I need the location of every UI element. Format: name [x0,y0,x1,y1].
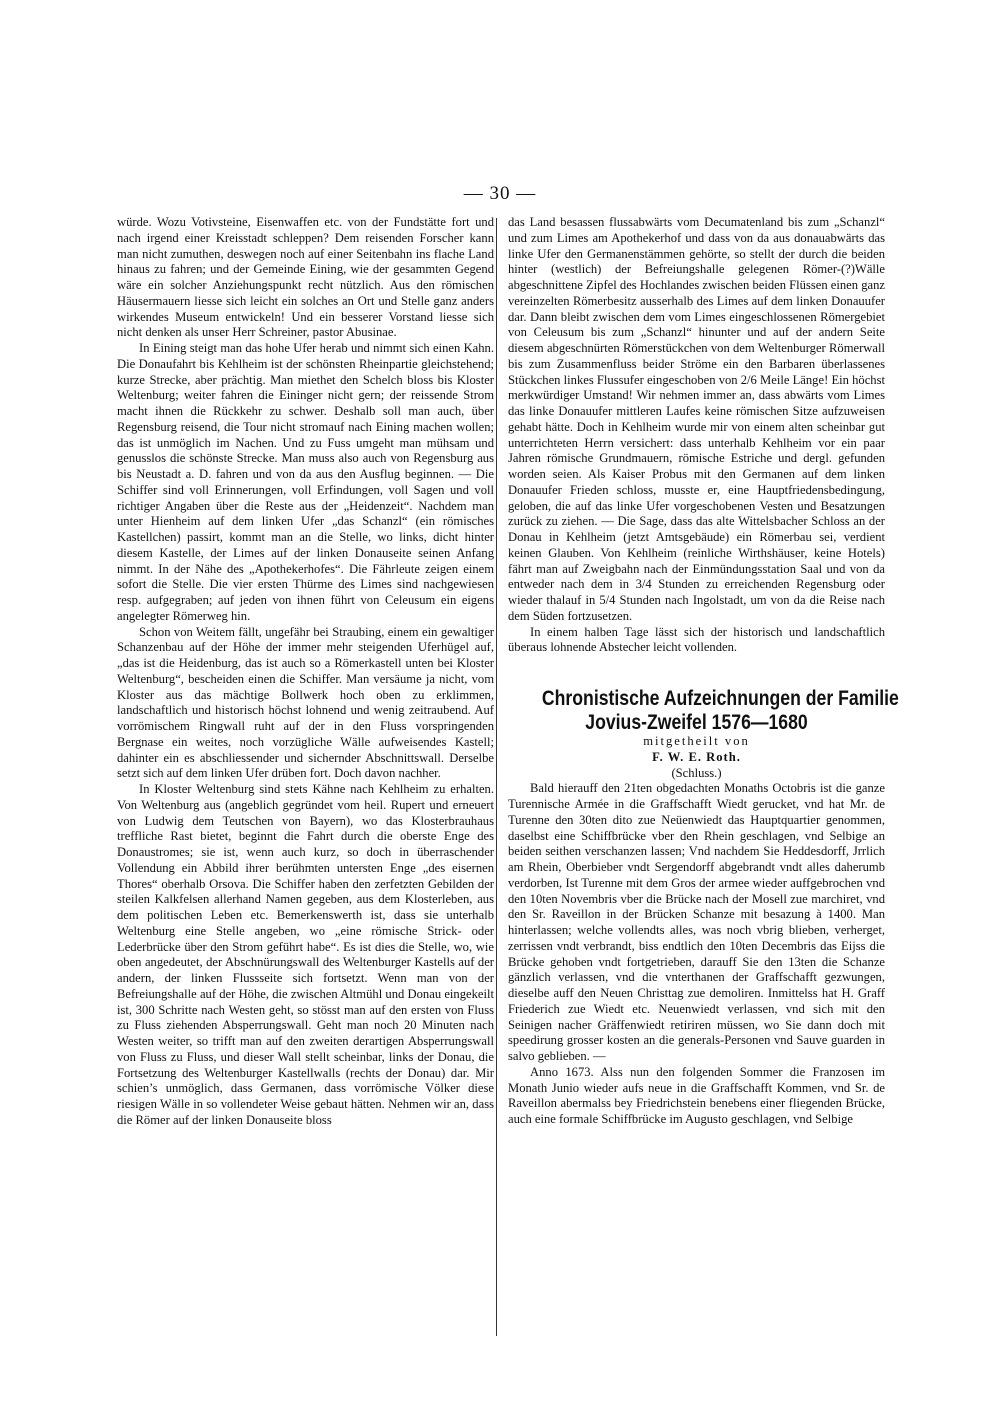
left-column [117,215,494,1129]
right-column [508,215,899,1128]
article-note: (Schluss.) [671,765,722,780]
paragraph: In einem halben Tage lässt sich der historisch und landschaftlich überaus lohnende Abstecher leicht vollenden. [508,624,885,655]
page-number: — 30 — [463,183,537,204]
paragraph: Schon von Weitem fällt, ungefähr bei Straubing, einem ein gewaltiger Schanzenbau auf der Höhe der immer mehr steigenden Uferhügel auf, „das ist die Heidenburg, das ist auch so a Römerkastell unten bei Kloster Weltenburg“, bescheiden einen die Schiffer. Man versäume ja nicht, vom Kloster aus das mächtige Bollwerk hoch oben zu erklimmen, landschaftlich und historisch höchst lohnend und wenig zeitraubend. Auf vorrömischem Ringwall ruht auf der in den Fluss vorspringenden Bergnase ein weites, noch vorzügliche Wälle aufweisendes Kastell; dahinter ein es abschliessender und sichernder Abschnittswall. Derselbe setzt sich auf dem linken Ufer drüben fort. Doch davon nachher. [117,624,494,781]
article-title-line: Jovius-Zweifel 1576—1680 [585,710,808,734]
article-author: F. W. E. Roth. [652,749,741,764]
column-divider [496,218,497,1336]
paragraph: Bald hierauff den 21ten obgedachten Monaths Octobris ist die ganze Turennische Armée in die Graffschafft Wiedt gerucket, vnd hat Mr. de Turenne den 30ten dito zue Neüenwiedt das Hauptquartier genommen, daselbst eine Schiffbrücke vber den Rhein geschlagen, vnd Selbige an beiden seithen verschanzen lassen; Vnd nachdem Sie Heddesdorff, Jrrlich am Rhein, Oberbieber vndt Sergendorff abgebrandt vndt alles daherumb verdorben, Ist Turenne mit dem Gros der armee wieder auffgebrochen vnd den 10ten Novembris vber die Brücke nach der Mosell zue marchiret, vnd den Sr. Raveillon in der Brücken Schanze mit besazung à 1400. Man hinterlassen; welche vollendts alles, was noch vbrig blieben, verherget, zerrissen vndt verbrandt, biss endtlich den 10ten Decembris das Eijss die Brücke gehoben vndt fortgetrieben, darauff Sie den 13ten die Schanze gänzlich verlassen, vnd die vnterthanen der Graffschafft gezwungen, dieselbe auff den Neuen Christtag zue demoliren. Inmittelss hat H. Graff Friederich zue Wiedt etc. Neuenwiedt verlassen, vnd sich mit den Seinigen nacher Gräffenwiedt retiriren müssen, wo Sie dann doch mit speedirung grosser kosten an die generals-Personen vnd Sauve guarden in salvo geblieben. — [508,781,885,1063]
article-title-line: Chronistische Aufzeichnungen der Familie [541,686,899,710]
paragraph: würde. Wozu Votivsteine, Eisenwaffen etc. von der Fundstätte fort und nach irgend einer Kreisstadt schleppen? Dem reisenden Forscher kann man nicht zumuthen, deswegen noch auf einer Seitenbahn ins flache Land hinaus zu fahren; und der Gemeinde Eining, wie der gesammten Gegend wäre ein solcher Anziehungspunkt recht nützlich. Aus den römischen Häusermauern liesse sich leicht ein solches an Ort und Stelle ganz anders wirkendes Museum entwickeln! Und ein besserer Vorstand liesse sich nicht denken als unser Herr Schreiner, pastor Abusinae. [117,215,494,340]
paragraph: Anno 1673. Alss nun den folgenden Sommer die Franzosen im Monath Junio wieder aufs neue in die Graffschafft Kommen, vnd Sr. de Raveillon abermalss bey Friedrichstein benebens einer fliegenden Brücke, auch eine formale Schiffbrücke im Augusto geschlagen, vnd Selbige [508,1064,885,1126]
paragraph: In Eining steigt man das hohe Ufer herab und nimmt sich einen Kahn. Die Donaufahrt bis Kehlheim ist der schönsten Rheinpartie gleichstehend; kurze Strecke, aber prächtig. Man miethet den Schelch bloss bis Kloster Weltenburg; weiter fahren die Eininger nicht gern; der reissende Strom macht ihnen die Rückkehr zu schwer. Deshalb soll man auch, über Regensburg reisend, die Tour nicht stromauf nach Eining machen wollen; das ist unmöglich im Nachen. Und zu Fuss umgeht man mühsam und genusslos die schönste Strecke. Man muss also auch von Regensburg aus bis Neustadt a. D. fahren und von da aus den Ausflug beginnen. — Die Schiffer sind voll Erinnerungen, voll Erfindungen, voll Sagen und voll richtiger Angaben über die Reste aus der „Heidenzeit“. Nachdem man unter Hienheim auf dem linken Ufer „das Schanzl“ (ein römisches Kastellchen) passirt, kommt man an die Stelle, wo links, dicht hinter diesem Kastelle, der Limes auf der linken Donauseite seinen Anfang nimmt. In der Nähe des „Apothekerhofes“. Die Fährleute zeigen einem sofort die Stelle. Die vier ersten Thürme des Limes sind nachgewiesen resp. aufgegraben; auf jeden von ihnen führt von Celeusum ein eigens angelegter Römerweg hin. [117,341,494,623]
paragraph: das Land besassen flussabwärts vom Decumatenland bis zum „Schanzl“ und zum Limes am Apothekerhof und dass von da aus donauabwärts das linke Ufer den Germanenstämmen gehörte, so stellt der durch die beiden hinter (westlich) der Befreiungshalle gelegenen Römer-(?)Wälle abgeschnittene Zipfel des Hochlandes zwischen beiden Flüssen einen ganz vereinzelten Römerbesitz ausserhalb des Limes auf dem linken Donauufer dar. Dann bleibt zwischen dem vom Limes eingeschlossenen Römergebiet von Celeusum bis zum „Schanzl“ hinunter und auf der andern Seite diesem abgeschnürten Römerstückchen von dem Weltenburger Römerwall bis zum Zusammenfluss beider Ströme ein den Barbaren überlassenes Stückchen linkes Flussufer eingeschoben von 2/6 Meile Länge! Ein höchst merkwürdiger Umstand! Wir nehmen immer an, dass abwärts vom Limes das linke Donauufer mittleren Laufes keine römischen Sitze aufzuweisen gehabt hätte. Doch in Kehlheim wurde mir von einem alten scheinbar gut unterrichteten Herrn versichert: dass unterhalb Kehlheim vor ein paar Jahren römische Grundmauern, römische Estriche und dergl. gefunden worden seien. Als Kaiser Probus mit den Germanen auf dem linken Donauufer Frieden schloss, musste er, eine Hauptfriedensbedingung, geloben, die auf das linke Ufer vorgeschobenen Vesten und Besatzungen zurück zu ziehen. — Die Sage, dass das alte Wittelsbacher Schloss an der Donau in Kehlheim (jetzt Amtsgebäude) ein Römerbau sei, verdient keinen Glauben. Von Kehlheim (reinliche Wirthshäuser, keine Hotels) fährt man auf Zweigbahn nach der Einmündungsstation Saal und von da entweder nach dem in 3/4 Stunden zu erreichenden Regensburg oder wieder thalauf in 5/4 Stunden nach Ingolstadt, um von da die Reise nach dem Süden fortzusetzen. [508,215,885,623]
paragraph: In Kloster Weltenburg sind stets Kähne nach Kehlheim zu erhalten. Von Weltenburg aus (angeblich gegründet vom heil. Rupert und erneuert von Ludwig dem Teutschen von Bayern), wo das Klosterbrauhaus treffliche Rast bietet, beginnt die Fahrt durch die oberste Enge des Donaustromes; sie ist, wenn auch kurz, so doch in überraschender Vollendung ein Abbild ihrer berühmten untersten Enge „des eisernen Thores“ oberhalb Orsova. Die Schiffer haben den zerfetzten Gebilden der steilen Kalkfelsen allerhand Namen gegeben, aus dem Klosterleben, aus dem politischen Leben etc. Bemerkenswerth ist, dass sie unterhalb Weltenburg eine Stelle angeben, wo „eine römische Strick- oder Lederbrücke über den Strom geführt habe“. Es ist dies die Stelle, wo, wie oben angedeutet, der Abschnürungswall des Weltenburger Kastells auf der andern, der linken Flussseite sich fortsetzt. Wenn man von der Befreiungshalle auf der Höhe, die zwischen Altmühl und Donau eingekeilt ist, 300 Schritte nach Westen geht, so stösst man auf den ersten von Fluss zu Fluss ziehenden Absperrungswall. Geht man noch 20 Minuten nach Westen weiter, so trifft man auf den zweiten derartigen Absperrungswall von Fluss zu Fluss, und dieser Wall stellt scheinbar, links der Donau, die Fortsetzung des Weltenburger Kastellwalls (rechts der Donau) dar. Mir schien’s unmöglich, dass Germanen, dass vorrömische Völker diese riesigen Wälle in so vollendeter Weise gebaut hätten. Nehmen wir an, dass die Römer auf der linken Donauseite bloss [117,782,494,1127]
article-title [541,686,899,734]
article-byline: mitgetheilt von [643,734,750,748]
